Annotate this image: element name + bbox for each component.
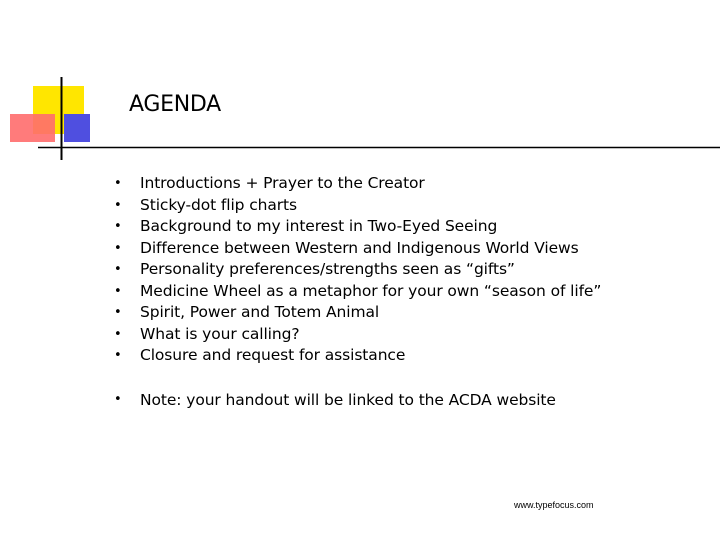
- bullet-icon: •: [114, 219, 122, 234]
- agenda-item: [114, 324, 601, 346]
- note-text: Note: your handout will be linked to the ACDA website: [140, 391, 556, 409]
- bullet-icon: •: [114, 392, 122, 407]
- agenda-item-text: Difference between Western and Indigenous World Views: [140, 238, 579, 257]
- bullet-icon: •: [114, 283, 122, 299]
- agenda-item: [114, 173, 601, 195]
- agenda-item: [114, 216, 601, 238]
- blue-square: [64, 114, 90, 142]
- slide-title: AGENDA: [129, 92, 221, 117]
- bullet-icon: •: [114, 197, 122, 213]
- agenda-item: [114, 281, 601, 303]
- agenda-item-text: Background to my interest in Two-Eyed Seeing: [140, 217, 498, 235]
- handout-note: [114, 389, 556, 411]
- agenda-item-text: Medicine Wheel as a metaphor for your own “season of life”: [140, 281, 602, 300]
- bullet-icon: •: [114, 262, 122, 277]
- footer-url: www.typefocus.com: [514, 500, 594, 510]
- agenda-list: [114, 173, 601, 367]
- slide-decoration: [0, 0, 720, 200]
- agenda-item-text: What is your calling?: [140, 324, 300, 343]
- agenda-item: [114, 195, 601, 217]
- agenda-item-text: Personality preferences/strengths seen as “gifts”: [140, 260, 515, 278]
- agenda-item: [114, 238, 601, 260]
- agenda-item: [114, 259, 601, 281]
- agenda-item-text: Spirit, Power and Totem Animal: [140, 303, 380, 321]
- bullet-icon: •: [114, 348, 122, 363]
- red-square: [10, 114, 55, 142]
- agenda-item-text: Introductions + Prayer to the Creator: [140, 174, 425, 192]
- agenda-item: [114, 345, 601, 367]
- bullet-icon: •: [114, 240, 122, 256]
- bullet-icon: •: [114, 326, 122, 342]
- agenda-item-text: Closure and request for assistance: [140, 346, 406, 364]
- agenda-item-text: Sticky-dot flip charts: [140, 195, 297, 214]
- bullet-icon: •: [114, 176, 122, 191]
- agenda-item: [114, 302, 601, 324]
- bullet-icon: •: [114, 305, 122, 320]
